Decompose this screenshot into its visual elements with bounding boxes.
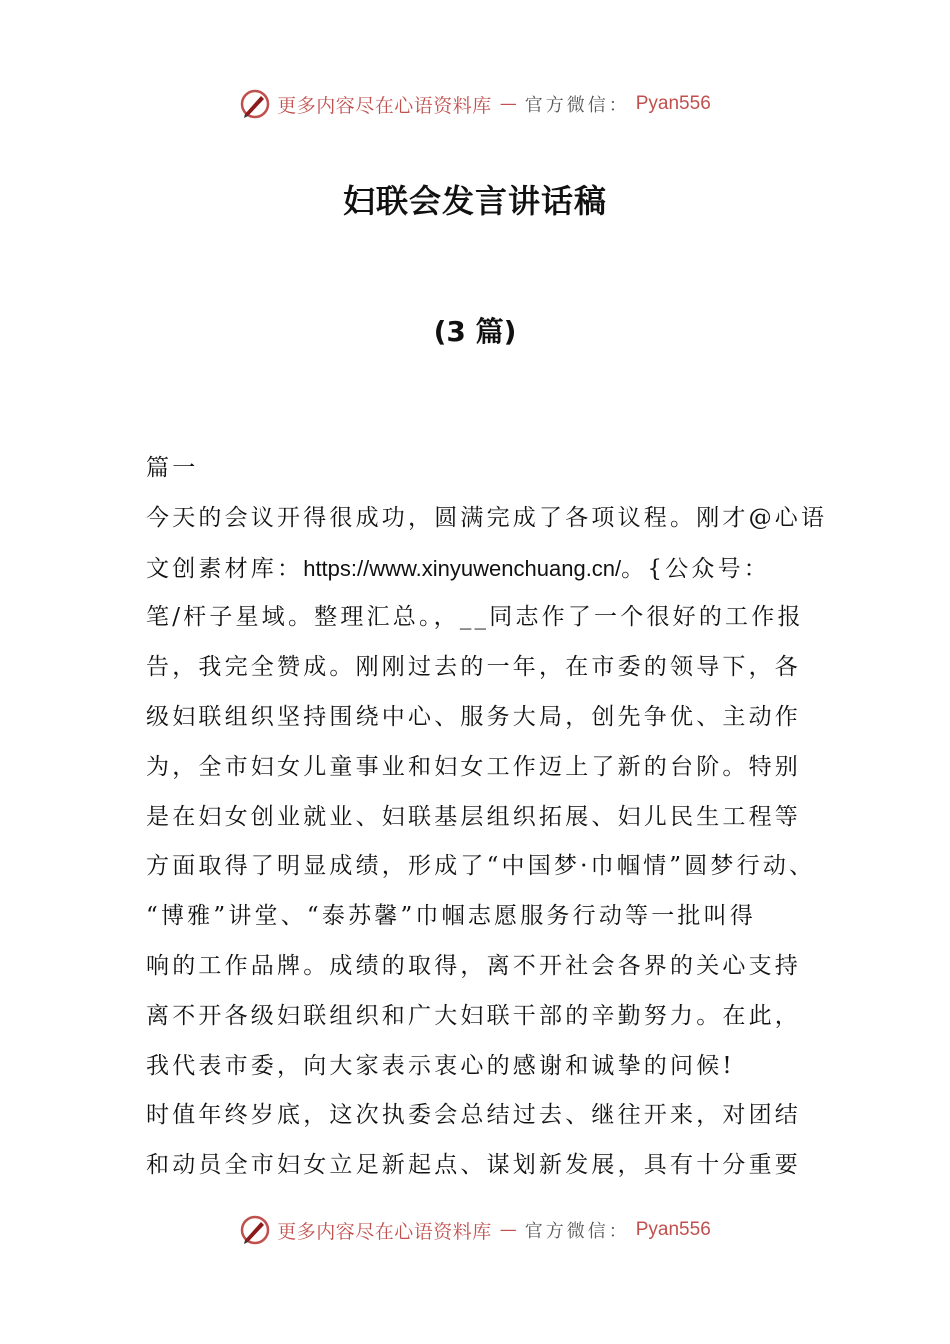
banner-wechat-label: 官方微信： (524, 95, 630, 116)
paragraph-line: 我代表市委，向大家表示衷心的感谢和诚挚的问候! (146, 1052, 735, 1079)
banner-separator: — (499, 94, 517, 114)
paragraph-line: 方面取得了明显成绩，形成了“中国梦·巾帼情”圆梦行动、 (146, 853, 816, 880)
url-suffix: 。{公众号： (621, 555, 770, 582)
section-label: 篇一 (146, 455, 199, 481)
paragraph-line: 级妇联组织坚持围绕中心、服务大局，创先争优、主动作 (146, 703, 801, 730)
header-watermark-banner (0, 84, 950, 124)
paragraph-line: 时值年终岁底，这次执委会总结过去、继往开来，对团结 (146, 1102, 801, 1129)
footer-watermark-banner (0, 1210, 950, 1250)
banner-text: 更多内容尽在心语资料库 (277, 1220, 492, 1243)
banner-text: 更多内容尽在心语资料库 (277, 94, 492, 117)
document-body (146, 444, 826, 1191)
paragraph-line: 笔/杆子星域。整理汇总。，__同志作了一个很好的工作报 (146, 604, 804, 631)
banner-wechat-id: Pyan556 (635, 93, 711, 114)
paragraph-line: 今天的会议开得很成功，圆满完成了各项议程。刚才@心语 (146, 504, 828, 531)
url-prefix: 文创素材库： (146, 555, 304, 582)
banner-wechat-id: Pyan556 (635, 1219, 711, 1240)
document-subtitle: (3 篇) (433, 315, 517, 348)
pen-logo-icon (239, 1214, 271, 1246)
document-title: 妇联会发言讲话稿 (342, 182, 607, 220)
paragraph-line: 离不开各级妇联组织和广大妇联干部的辛勤努力。在此， (146, 1002, 801, 1029)
paragraph-line: 是在妇女创业就业、妇联基层组织拓展、妇儿民生工程等 (146, 803, 801, 830)
paragraph-line: 为，全市妇女儿童事业和妇女工作迈上了新的台阶。特别 (146, 753, 801, 780)
url-line (146, 544, 826, 594)
paragraph-line: “博雅”讲堂、“泰苏馨”巾帼志愿服务行动等一批叫得 (146, 903, 757, 930)
source-url-link[interactable]: https://www.xinyuwenchuang.cn/ (303, 555, 622, 581)
paragraph-line: 响的工作品牌。成绩的取得，离不开社会各界的关心支持 (146, 952, 801, 979)
banner-wechat-label: 官方微信： (524, 1221, 630, 1242)
paragraph-line: 告，我完全赞成。刚刚过去的一年，在市委的领导下，各 (146, 654, 801, 681)
paragraph-line: 和动员全市妇女立足新起点、谋划新发展，具有十分重要 (146, 1152, 801, 1179)
banner-separator: — (499, 1220, 517, 1240)
pen-logo-icon (239, 88, 271, 120)
